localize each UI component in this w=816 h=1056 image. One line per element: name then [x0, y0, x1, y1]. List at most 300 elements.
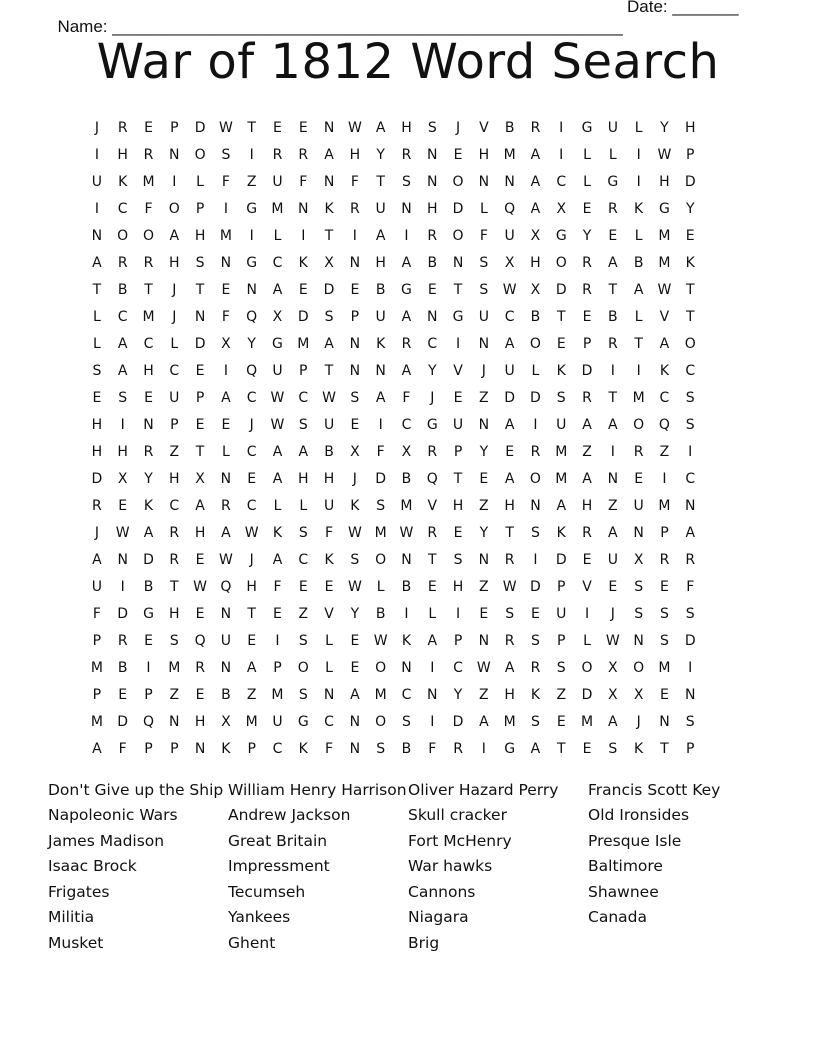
word-list-item: Andrew Jackson [228, 806, 351, 825]
grid-row [84, 438, 734, 465]
grid-letter: Q [246, 308, 258, 325]
grid-letter: I [481, 740, 486, 757]
grid-letter: E [298, 578, 308, 595]
word-list-item: Tecumseh [228, 882, 306, 901]
grid-letter: K [401, 632, 412, 649]
grid-letter: W [373, 632, 388, 649]
grid-letter: N [349, 254, 361, 271]
grid-letter: Y [144, 470, 153, 487]
grid-letter: O [297, 659, 309, 676]
grid-letter: M [658, 497, 671, 514]
grid-letter: E [92, 389, 102, 406]
grid-letter: F [221, 173, 230, 190]
grid-letter: B [633, 254, 644, 271]
grid-letter: X [530, 281, 541, 298]
grid-letter: M [555, 443, 568, 460]
grid-letter: M [142, 308, 155, 325]
name-field-label: Name: ______________________________________________________ [57, 17, 623, 36]
grid-letter: R [453, 740, 463, 757]
grid-letter: R [582, 389, 592, 406]
grid-letter: A [324, 335, 334, 352]
grid-letter: L [196, 173, 204, 190]
grid-letter: K [685, 254, 695, 271]
grid-letter: F [325, 740, 334, 757]
grid-letter: U [220, 632, 231, 649]
grid-row [84, 627, 734, 654]
grid-letter: T [195, 443, 205, 460]
grid-letter: Z [479, 578, 489, 595]
grid-letter: D [117, 713, 129, 730]
word-list-item: James Madison [48, 831, 165, 850]
grid-letter: I [301, 227, 306, 244]
grid-letter: A [608, 254, 618, 271]
grid-letter: P [686, 146, 695, 163]
grid-letter: E [427, 578, 437, 595]
grid-letter: A [350, 686, 360, 703]
grid-letter: K [530, 686, 541, 703]
grid-letter: F [325, 524, 334, 541]
grid-letter: R [169, 551, 180, 568]
grid-letter: X [195, 470, 205, 487]
grid-letter: K [350, 497, 360, 514]
grid-letter: E [582, 740, 592, 757]
grid-letter: S [324, 308, 334, 325]
grid-letter: T [660, 740, 669, 757]
grid-row [84, 573, 734, 600]
grid-letter: N [246, 281, 257, 298]
grid-letter: P [350, 308, 360, 325]
grid-letter: E [350, 281, 360, 298]
grid-letter: E [118, 686, 128, 703]
grid-letter: I [378, 416, 383, 433]
grid-letter: C [685, 362, 696, 379]
grid-letter: F [92, 605, 101, 622]
grid-letter: L [273, 227, 282, 244]
grid-letter: A [375, 227, 386, 244]
word-list-item: Don't Give up the Ship [48, 780, 224, 799]
grid-letter: U [91, 173, 103, 190]
grid-letter: G [297, 713, 309, 730]
grid-letter: L [325, 659, 333, 676]
grid-letter: C [556, 173, 567, 190]
grid-letter: S [195, 254, 205, 271]
grid-letter: S [169, 632, 179, 649]
grid-letter: Q [504, 200, 516, 217]
grid-letter: W [657, 281, 672, 298]
grid-letter: E [350, 632, 360, 649]
grid-letter: N [478, 632, 490, 649]
grid-row [84, 276, 734, 303]
grid-letter: L [479, 200, 488, 217]
grid-letter: C [246, 497, 257, 514]
grid-letter: E [247, 632, 257, 649]
grid-letter: I [533, 551, 538, 568]
grid-letter: D [375, 470, 387, 487]
word-list-item: Canada [588, 908, 647, 927]
word-row [48, 930, 808, 956]
grid-letter: I [120, 416, 125, 433]
grid-letter: R [582, 254, 592, 271]
grid-letter: N [659, 713, 670, 730]
grid-letter: H [684, 119, 696, 136]
grid-letter: W [115, 524, 130, 541]
word-list-item: Brig [408, 933, 440, 952]
grid-row [84, 600, 734, 627]
grid-letter: D [504, 389, 516, 406]
grid-letter: T [556, 740, 566, 757]
grid-letter: W [218, 119, 233, 136]
grid-letter: M [90, 713, 103, 730]
grid-letter: S [634, 605, 644, 622]
grid-letter: T [427, 551, 437, 568]
grid-letter: V [479, 119, 489, 136]
grid-letter: I [223, 200, 228, 217]
grid-letter: R [582, 524, 592, 541]
grid-letter: G [452, 308, 464, 325]
grid-letter: E [556, 335, 566, 352]
grid-letter: A [272, 443, 283, 460]
grid-row [84, 735, 734, 762]
grid-letter: L [608, 146, 617, 163]
word-list-item: Skull cracker [408, 806, 507, 825]
word-list-item: Old Ironsides [588, 806, 690, 825]
grid-letter: K [556, 524, 566, 541]
grid-letter: I [662, 470, 667, 487]
grid-letter: W [347, 119, 362, 136]
grid-letter: N [530, 497, 541, 514]
grid-letter: H [323, 470, 335, 487]
grid-letter: G [659, 200, 670, 217]
grid-letter: S [92, 362, 102, 379]
grid-letter: S [350, 389, 360, 406]
grid-letter: O [375, 659, 387, 676]
grid-letter: P [170, 119, 179, 136]
grid-letter: E [195, 605, 205, 622]
grid-letter: R [117, 632, 128, 649]
grid-letter: O [529, 335, 541, 352]
grid-letter: A [246, 659, 257, 676]
grid-letter: N [194, 308, 206, 325]
word-list-item: Baltimore [588, 857, 663, 876]
grid-letter: J [610, 605, 615, 622]
grid-letter: T [247, 605, 256, 622]
word-row [48, 905, 808, 931]
grid-letter: R [685, 551, 696, 568]
grid-letter: N [401, 200, 412, 217]
grid-letter: I [559, 146, 564, 163]
grid-letter: S [298, 524, 308, 541]
grid-letter: W [347, 578, 362, 595]
grid-letter: L [325, 632, 333, 649]
grid-letter: N [349, 713, 361, 730]
grid-letter: X [608, 686, 618, 703]
grid-letter: N [323, 173, 335, 190]
grid-letter: M [503, 713, 516, 730]
grid-letter: B [324, 443, 334, 460]
grid-letter: L [170, 335, 179, 352]
grid-letter: Z [479, 497, 489, 514]
grid-letter: S [556, 389, 566, 406]
grid-row [84, 330, 734, 357]
grid-letter: H [194, 713, 206, 730]
grid-letter: V [582, 578, 592, 595]
grid-letter: A [272, 470, 283, 487]
grid-letter: W [476, 659, 491, 676]
grid-letter: P [170, 740, 179, 757]
grid-letter: Z [479, 686, 489, 703]
word-list-item: Ghent [228, 933, 276, 952]
grid-letter: S [608, 740, 618, 757]
grid-letter: R [530, 443, 541, 460]
grid-letter: L [299, 497, 308, 514]
grid-letter: H [504, 497, 515, 514]
grid-letter: N [401, 659, 412, 676]
grid-letter: S [505, 605, 515, 622]
grid-letter: P [453, 443, 463, 460]
grid-letter: A [608, 713, 618, 730]
grid-letter: Z [246, 686, 257, 703]
grid-letter: M [658, 254, 671, 271]
grid-letter: D [684, 632, 696, 649]
grid-letter: O [375, 551, 387, 568]
grid-letter: A [92, 551, 102, 568]
grid-letter: D [143, 551, 154, 568]
grid-letter: U [272, 362, 283, 379]
grid-letter: S [118, 389, 128, 406]
grid-letter: X [608, 659, 618, 676]
grid-letter: E [221, 416, 231, 433]
grid-letter: A [427, 632, 438, 649]
grid-letter: E [685, 227, 695, 244]
grid-letter: Y [685, 200, 695, 217]
grid-letter: A [375, 389, 386, 406]
grid-letter: W [502, 578, 517, 595]
grid-letter: G [246, 254, 258, 271]
grid-letter: N [143, 416, 154, 433]
grid-letter: O [168, 200, 180, 217]
grid-letter: Y [350, 605, 360, 622]
grid-letter: S [402, 713, 411, 730]
grid-letter: N [117, 551, 128, 568]
grid-letter: R [504, 551, 515, 568]
grid-letter: S [221, 146, 231, 163]
grid-letter: M [271, 686, 284, 703]
grid-letter: T [324, 227, 334, 244]
grid-letter: E [350, 659, 360, 676]
grid-letter: Z [556, 686, 567, 703]
grid-letter: D [117, 605, 129, 622]
grid-letter: E [505, 443, 515, 460]
grid-letter: Q [220, 578, 232, 595]
grid-letter: R [221, 497, 231, 514]
grid-letter: P [170, 416, 179, 433]
grid-letter: E [273, 119, 282, 136]
grid-letter: U [633, 497, 644, 514]
grid-letter: A [117, 335, 128, 352]
grid-letter: R [633, 443, 644, 460]
grid-letter: N [375, 362, 386, 379]
grid-letter: A [685, 524, 696, 541]
grid-letter: T [634, 335, 643, 352]
grid-letter: T [247, 119, 256, 136]
grid-letter: H [169, 605, 180, 622]
grid-letter: H [246, 578, 257, 595]
grid-letter: G [272, 335, 283, 352]
grid-letter: H [117, 146, 128, 163]
grid-letter: A [556, 497, 567, 514]
grid-letter: R [530, 119, 541, 136]
grid-letter: I [455, 605, 461, 622]
grid-letter: R [169, 524, 180, 541]
grid-letter: K [634, 740, 644, 757]
grid-letter: B [427, 254, 438, 271]
word-list-item: Isaac Brock [48, 857, 137, 876]
grid-letter: E [298, 281, 308, 298]
grid-letter: F [221, 308, 230, 325]
grid-letter: R [117, 254, 128, 271]
grid-letter: R [298, 146, 309, 163]
grid-letter: K [143, 497, 154, 514]
grid-letter: B [221, 686, 231, 703]
grid-letter: N [633, 632, 644, 649]
grid-letter: H [169, 470, 180, 487]
grid-letter: J [636, 713, 641, 730]
grid-letter: C [298, 389, 309, 406]
grid-letter: E [608, 578, 618, 595]
grid-letter: C [143, 335, 154, 352]
grid-letter: S [685, 416, 695, 433]
grid-letter: P [92, 632, 102, 649]
grid-letter: H [375, 254, 386, 271]
grid-letter: U [478, 308, 489, 325]
grid-letter: A [530, 146, 541, 163]
grid-letter: N [478, 551, 490, 568]
grid-letter: N [323, 119, 335, 136]
grid-letter: P [195, 200, 205, 217]
grid-letter: Q [246, 362, 258, 379]
grid-letter: H [581, 497, 593, 514]
grid-letter: L [92, 308, 101, 325]
grid-letter: O [581, 659, 593, 676]
grid-letter: Y [582, 227, 592, 244]
grid-letter: E [324, 578, 334, 595]
grid-letter: O [142, 227, 154, 244]
grid-letter: X [633, 686, 644, 703]
grid-letter: O [555, 254, 567, 271]
grid-letter: A [479, 713, 489, 730]
date-field-label: Date: _______ [627, 0, 739, 16]
grid-letter: Q [194, 632, 206, 649]
grid-letter: D [684, 173, 696, 190]
grid-letter: Z [169, 443, 180, 460]
grid-letter: U [169, 389, 180, 406]
word-row [48, 777, 808, 803]
grid-letter: F [428, 740, 437, 757]
grid-letter: M [219, 227, 232, 244]
grid-letter: N [427, 173, 438, 190]
grid-letter: K [659, 362, 670, 379]
grid-letter: R [582, 281, 592, 298]
grid-letter: T [170, 578, 179, 595]
grid-letter: U [272, 713, 283, 730]
grid-letter: Z [608, 497, 618, 514]
grid-letter: X [221, 713, 231, 730]
grid-letter: J [481, 362, 486, 379]
grid-letter: O [684, 335, 696, 352]
grid-letter: L [273, 497, 282, 514]
grid-letter: D [555, 551, 567, 568]
grid-letter: P [195, 389, 205, 406]
grid-letter: A [582, 470, 592, 487]
grid-letter: D [194, 335, 206, 352]
grid-letter: T [324, 362, 334, 379]
grid-letter: P [144, 686, 153, 703]
word-list-item: Frigates [48, 882, 110, 901]
grid-letter: Y [427, 362, 437, 379]
grid-letter: C [453, 659, 463, 676]
grid-letter: U [607, 551, 618, 568]
grid-letter: C [685, 470, 696, 487]
grid-letter: E [195, 362, 205, 379]
grid-letter: U [607, 119, 618, 136]
grid-letter: P [273, 659, 282, 676]
grid-letter: N [427, 308, 438, 325]
grid-letter: E [556, 713, 566, 730]
grid-letter: G [143, 605, 154, 622]
grid-letter: R [143, 443, 154, 460]
word-list-item: Oliver Hazard Perry [408, 780, 559, 799]
grid-letter: R [607, 335, 618, 352]
grid-letter: F [118, 740, 127, 757]
grid-letter: M [90, 659, 103, 676]
grid-letter: E [453, 524, 463, 541]
grid-letter: A [608, 524, 618, 541]
grid-letter: N [478, 335, 490, 352]
grid-letter: U [91, 578, 103, 595]
grid-letter: G [555, 227, 567, 244]
grid-letter: B [401, 578, 412, 595]
grid-letter: C [659, 389, 670, 406]
grid-letter: M [374, 686, 387, 703]
grid-letter: G [607, 173, 619, 190]
grid-letter: E [118, 497, 128, 514]
grid-letter: M [555, 470, 568, 487]
grid-letter: N [298, 200, 309, 217]
word-list-item: William Henry Harrison [228, 780, 407, 799]
grid-letter: R [401, 146, 412, 163]
grid-letter: E [195, 686, 205, 703]
grid-letter: N [169, 146, 180, 163]
grid-letter: A [401, 362, 412, 379]
grid-letter: N [427, 686, 438, 703]
grid-row [84, 303, 734, 330]
grid-letter: R [401, 335, 412, 352]
grid-letter: D [581, 686, 593, 703]
grid-letter: U [452, 416, 464, 433]
grid-letter: E [531, 605, 540, 622]
grid-letter: M [658, 227, 671, 244]
grid-letter: E [582, 200, 592, 217]
word-list-item: Musket [48, 933, 104, 952]
grid-letter: M [374, 524, 387, 541]
grid-letter: B [375, 605, 386, 622]
grid-letter: A [324, 146, 334, 163]
grid-letter: I [636, 173, 641, 190]
word-row [48, 803, 808, 829]
grid-letter: M [271, 200, 284, 217]
word-row [48, 828, 808, 854]
grid-letter: U [323, 416, 335, 433]
